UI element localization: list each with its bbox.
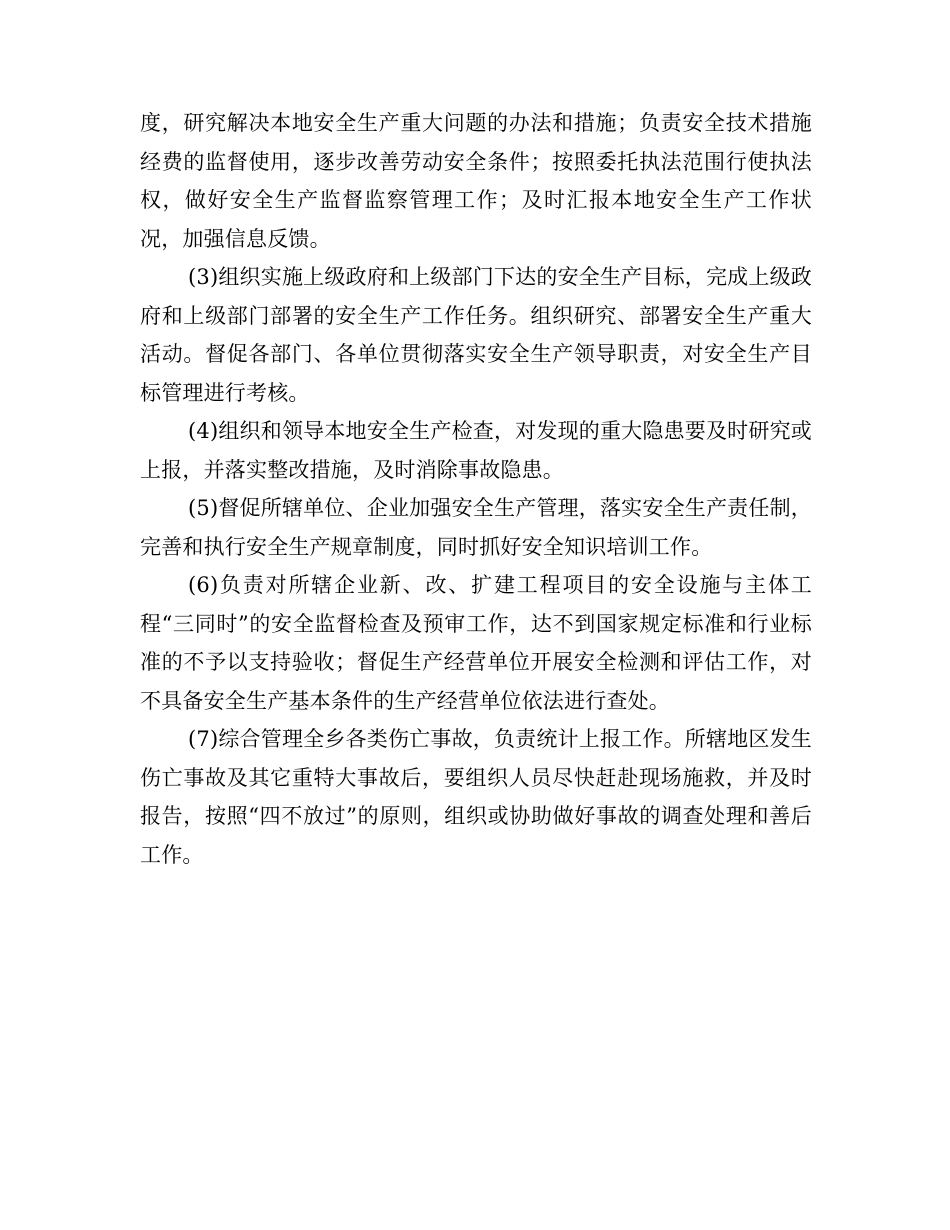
document-body — [140, 104, 812, 874]
paragraph-item-7: (7)综合管理全乡各类伤亡事故，负责统计上报工作。所辖地区发生伤亡事故及其它重特大事故后，要组织人员尽快赶赴现场施救，并及时报告，按照“四不放过”的原则，组织或协助做好事故的调查处理和善后工作。 — [140, 727, 812, 867]
paragraph-item-3: (3)组织实施上级政府和上级部门下达的安全生产目标，完成上级政府和上级部门部署的安全生产工作任务。组织研究、部署安全生产重大活动。督促各部门、各单位贯彻落实安全生产领导职责，对安全生产目标管理进行考核。 — [140, 265, 812, 405]
paragraph-item-4: (4)组织和领导本地安全生产检查，对发现的重大隐患要及时研究或上报，并落实整改措施，及时消除事故隐患。 — [140, 419, 812, 482]
paragraph-item-5: (5)督促所辖单位、企业加强安全生产管理，落实安全生产责任制，完善和执行安全生产规章制度，同时抓好安全知识培训工作。 — [140, 496, 812, 559]
paragraph-continued: 度，研究解决本地安全生产重大问题的办法和措施；负责安全技术措施经费的监督使用，逐步改善劳动安全条件；按照委托执法范围行使执法权，做好安全生产监督监察管理工作；及时汇报本地安全生产工作状况，加强信息反馈。 — [140, 111, 812, 251]
paragraph-item-6: (6)负责对所辖企业新、改、扩建工程项目的安全设施与主体工程“三同时”的安全监督检查及预审工作，达不到国家规定标准和行业标准的不予以支持验收；督促生产经营单位开展安全检测和评估工作，对不具备安全生产基本条件的生产经营单位依法进行查处。 — [140, 573, 812, 713]
